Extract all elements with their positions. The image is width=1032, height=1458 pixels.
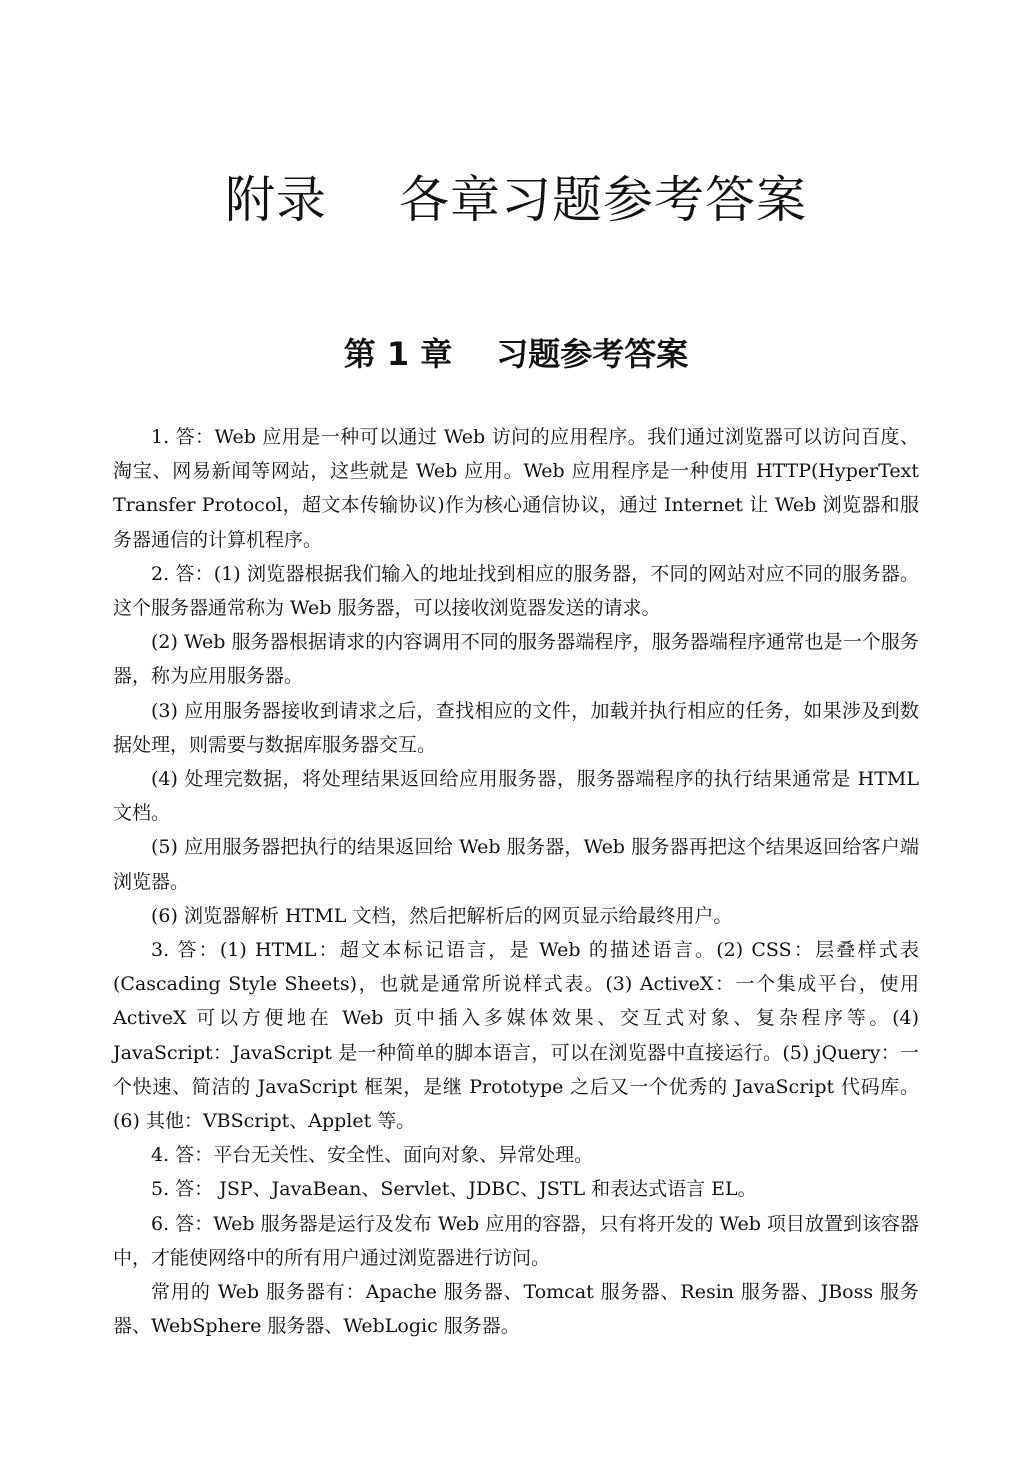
- answer-2-step-2: (2) Web 服务器根据请求的内容调用不同的服务器端程序，服务器端程序通常也是一个服务器，称为应用服务器。: [113, 631, 919, 688]
- answer-2-step-1: 2. 答：(1) 浏览器根据我们输入的地址找到相应的服务器，不同的网站对应不同的服务器。这个服务器通常称为 Web 服务器，可以接收浏览器发送的请求。: [113, 562, 919, 620]
- answer-1: 1. 答：Web 应用是一种可以通过 Web 访问的应用程序。我们通过浏览器可以访问百度、淘宝、网易新闻等网站，这些就是 Web 应用。Web 应用程序是一种使用 HTTP(HyperText Transfer Protocol，超文本传输协议)作为核心通信协议，通过 Internet 让 Web 浏览器和服务器通信的计算机程序。: [113, 426, 919, 551]
- chapter-heading-text: 习题参考答案: [496, 335, 689, 373]
- answers-body: [113, 420, 919, 1343]
- answer-2-step-4: (4) 处理完数据，将处理结果返回给应用服务器，服务器端程序的执行结果通常是 HTML 文档。: [113, 768, 919, 825]
- appendix-title-text: 各章习题参考答案: [399, 171, 807, 229]
- answer-2-step-3: (3) 应用服务器接收到请求之后，查找相应的文件，加载并执行相应的任务，如果涉及到数据处理，则需要与数据库服务器交互。: [113, 699, 919, 756]
- appendix-title: [0, 168, 1032, 232]
- chapter-number: 第 1 章: [343, 335, 453, 373]
- answer-6-servers: 常用的 Web 服务器有：Apache 服务器、Tomcat 服务器、Resin 服务器、JBoss 服务器、WebSphere 服务器、WebLogic 服务器。: [113, 1281, 919, 1338]
- answer-6: 6. 答：Web 服务器是运行及发布 Web 应用的容器，只有将开发的 Web 项目放置到该容器中，才能使网络中的所有用户通过浏览器进行访问。: [113, 1212, 919, 1269]
- answer-2-step-5: (5) 应用服务器把执行的结果返回给 Web 服务器，Web 服务器再把这个结果返回给客户端浏览器。: [113, 836, 919, 893]
- answer-5: 5. 答： JSP、JavaBean、Servlet、JDBC、JSTL 和表达式语言 EL。: [151, 1178, 757, 1201]
- answer-4: 4. 答：平台无关性、安全性、面向对象、异常处理。: [151, 1144, 594, 1167]
- chapter-heading: [0, 330, 1032, 378]
- answer-3: 3. 答：(1) HTML：超文本标记语言，是 Web 的描述语言。(2) CSS：层叠样式表(Cascading Style Sheets)，也就是通常所说样式表。(3) ActiveX：一个集成平台，使用 ActiveX 可以方便地在 Web 页中插入多媒体效果、交互式对象、复杂程序等。(4) JavaScript：JavaScript 是一种简单的脚本语言，可以在浏览器中直接运行。(5) jQuery：一个快速、简洁的 JavaScript 框架，是继 Prototype 之后又一个优秀的 JavaScript 代码库。(6) 其他：VBScript、Applet 等。: [113, 939, 919, 1133]
- appendix-title-label: 附录: [225, 171, 327, 229]
- answer-2-step-6: (6) 浏览器解析 HTML 文档，然后把解析后的网页显示给最终用户。: [151, 904, 733, 927]
